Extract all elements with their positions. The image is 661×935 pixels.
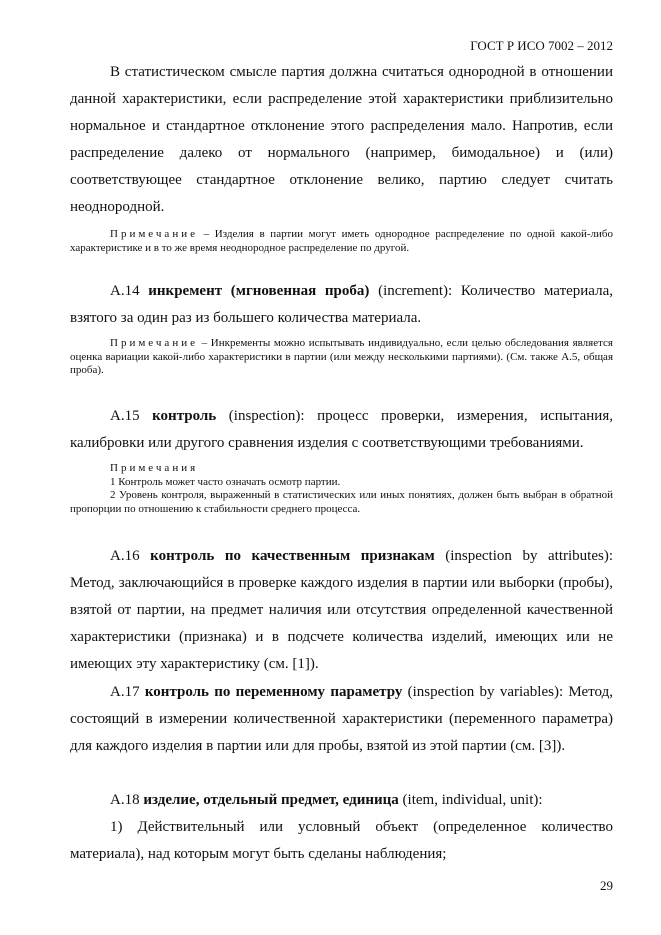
term-definition: (item, individual, unit): <box>398 792 543 808</box>
notes-a15 <box>70 462 613 516</box>
note-item: 1 Контроль может часто означать осмотр партии. <box>110 475 341 488</box>
term-title: контроль по качественным признакам <box>150 548 435 564</box>
term-a18-item-1: 1) Действительный или условный объект (определенное количество материала), над которым могут быть сделаны наблюдения; <box>70 819 613 862</box>
note-a14 <box>70 337 613 378</box>
term-title: контроль по переменному параметру <box>144 684 403 700</box>
note-label: Примечание <box>110 337 198 349</box>
note-label: Примечание <box>110 228 198 240</box>
term-number: А.16 <box>110 548 151 564</box>
term-a17 <box>70 679 613 760</box>
note-intro <box>70 228 613 255</box>
intro-paragraph <box>70 59 613 221</box>
term-number: А.14 <box>110 283 149 299</box>
paragraph-text: В статистическом смысле партия должна считаться однородной в отношении данной характеристики, если распределение этой характеристики приблизительно нормальное и стандартное отклонение этого распределения мало. Напротив, если распределение далеко от нормального (например, бимодальное) и (или) соответствующее стандартное отклонение велико, партию следует считать неоднородной. <box>70 64 613 215</box>
term-definition: (inspection by attributes): Метод, заключающийся в проверке каждого изделия в партии или выборки (пробы), взятой от партии, на предмет наличия или отсутствия определенной качественной характеристики (признака) и в подсчете количества изделий, имеющих или не имеющих эту характеристику (см. [1]). <box>70 548 613 672</box>
term-a14 <box>70 278 613 332</box>
term-a16 <box>70 543 613 678</box>
term-number: А.17 <box>110 684 145 700</box>
document-header: ГОСТ Р ИСО 7002 – 2012 <box>470 38 613 53</box>
notes-label: Примечания <box>110 462 199 474</box>
note-item: 2 Уровень контроля, выраженный в статистических или иных понятиях, должен быть выбран в обратной пропорции по отношению к стабильности среднего процесса. <box>70 489 613 515</box>
term-a15 <box>70 403 613 457</box>
term-title: изделие, отдельный предмет, единица <box>143 792 399 808</box>
note-text: – Изделия в партии могут иметь однородное распределение по одной какой-либо характеристике и в то же время неоднородное распределение по другой. <box>70 228 613 254</box>
term-number: А.18 <box>110 792 144 808</box>
term-definition: (inspection by variables): Метод, состоящий в измерении количественной характеристики (переменного параметра) для каждого изделия в партии или для пробы, взятой из этой партии (см. [3]). <box>70 684 613 754</box>
term-definition: (increment): Количество материала, взятого за один раз из большего количества материала. <box>70 283 613 326</box>
term-definition: (inspection): процесс проверки, измерения, испытания, калибровки или другого сравнения изделия с соответствующими требованиями. <box>70 408 613 451</box>
note-text: – Инкременты можно испытывать индивидуально, если целью обследования является оценка вариации какой-либо характеристики в партии (или между несколькими партиями). (См. также А.5, общая проба). <box>70 337 613 376</box>
page-number: 29 <box>600 878 613 893</box>
term-title: инкремент (мгновенная проба) <box>148 283 370 299</box>
term-title: контроль <box>152 408 217 424</box>
term-a18 <box>70 787 613 868</box>
term-number: А.15 <box>110 408 153 424</box>
